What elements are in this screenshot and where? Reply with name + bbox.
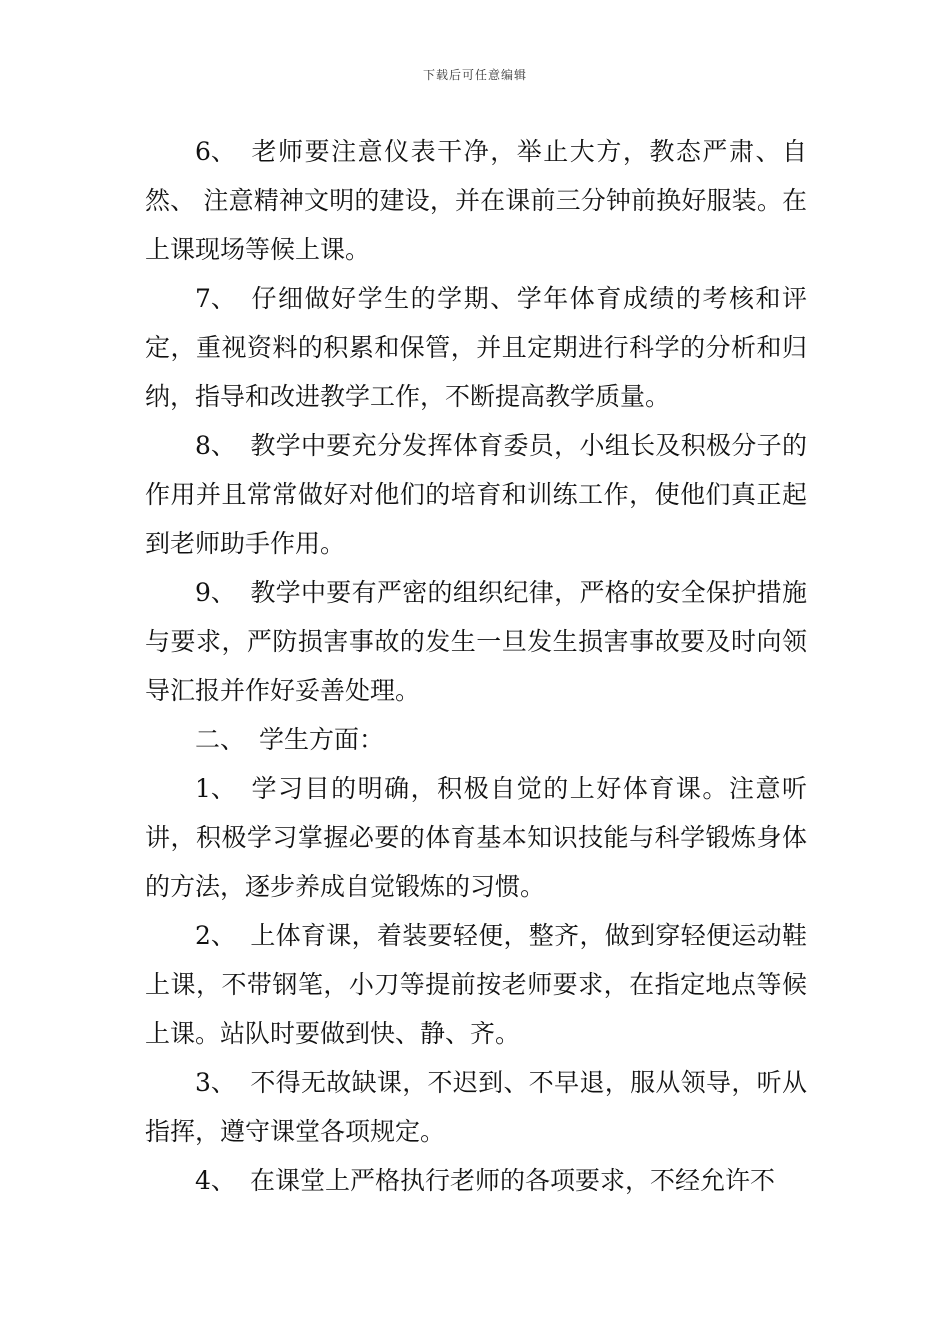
item-number: 4、: [195, 1166, 236, 1195]
document-body: [145, 127, 807, 1205]
paragraph-text: 教学中要充分发挥体育委员，小组长及积极分子的作用并且常常做好对他们的培育和训练工作，使他们真正起到老师助手作用。: [145, 431, 807, 558]
paragraph-text: 在课堂上严格执行老师的各项要求，不经允许不: [250, 1166, 776, 1195]
paragraph-text: 老师要注意仪表干净，举止大方，教态严肃、自然、 注意精神文明的建设，并在课前三分钟前换好服装。在上课现场等候上课。: [145, 137, 807, 264]
item-number: 3、: [195, 1068, 236, 1097]
paragraph-text: 教学中要有严密的组织纪律，严格的安全保护措施与要求，严防损害事故的发生一旦发生损害事故要及时向领导汇报并作好妥善处理。: [145, 578, 807, 705]
item-number: 6、: [195, 137, 236, 166]
section-number: 二、: [195, 725, 246, 754]
paragraph-item-4: [145, 1156, 807, 1205]
paragraph-text: 仔细做好学生的学期、学年体育成绩的考核和评定，重视资料的积累和保管，并且定期进行科学的分析和归纳，指导和改进教学工作，不断提高教学质量。: [145, 284, 807, 411]
item-number: 9、: [195, 578, 236, 607]
paragraph-item-3: [145, 1058, 807, 1156]
paragraph-text: 学习目的明确，积极自觉的上好体育课。注意听讲，积极学习掌握必要的体育基本知识技能与科学锻炼身体的方法，逐步养成自觉锻炼的习惯。: [145, 774, 807, 901]
item-number: 1、: [195, 774, 236, 803]
section-heading-students: [145, 715, 807, 764]
section-title: 学生方面：: [259, 725, 385, 754]
paragraph-item-1: [145, 764, 807, 911]
paragraph-item-7: [145, 274, 807, 421]
header-note: 下载后可任意编辑: [422, 68, 527, 82]
paragraph-item-9: [145, 568, 807, 715]
paragraph-item-8: [145, 421, 807, 568]
item-number: 7、: [195, 284, 236, 313]
item-number: 8、: [195, 431, 236, 460]
paragraph-text: 上体育课，着装要轻便，整齐，做到穿轻便运动鞋上课，不带钢笔，小刀等提前按老师要求，在指定地点等候上课。站队时要做到快、静、齐。: [145, 921, 807, 1048]
paragraph-text: 不得无故缺课，不迟到、不早退，服从领导，听从指挥，遵守课堂各项规定。: [145, 1068, 807, 1146]
paragraph-item-2: [145, 911, 807, 1058]
paragraph-item-6: [145, 127, 807, 274]
item-number: 2、: [195, 921, 236, 950]
